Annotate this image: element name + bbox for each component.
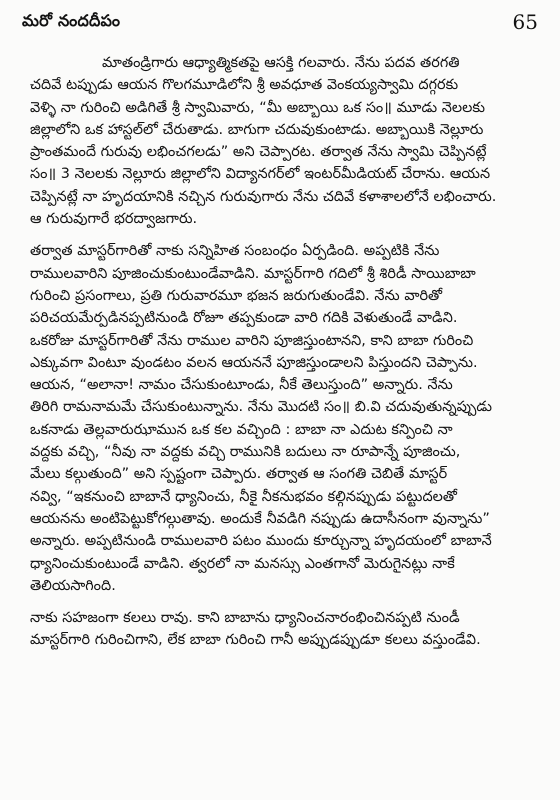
text-line: మాతండ్రిగారు ఆధ్యాత్మికతపై ఆసక్తి గలవారు. నేను పదవ తరగతి bbox=[102, 55, 460, 71]
text-line: పరిచయమేర్పడినప్పటినుండి రోజూ తప్పకుండా వారి గదికి వెళుతుండే వాడిని. bbox=[30, 310, 458, 327]
text-line: జిల్లాలోని ఒక హాస్టల్‌లో చేరుతాడు. బాగుగా చదువుకుంటాడు. అబ్బాయికి నెల్లూరు bbox=[30, 121, 484, 138]
text-line: తర్వాత మాస్టర్‌గారితో నాకు సన్నిహిత సంబంధం ఏర్పడింది. అప్పటికి నేను bbox=[30, 243, 440, 260]
text-line: ధ్యానించుకుంటుండే వాడిని. త్వరలో నా మనస్సు ఎంతగానో మెరుగైనట్లు నాకే bbox=[30, 555, 455, 572]
paragraph-1 bbox=[30, 52, 536, 230]
text-line: మాస్టర్‌గారి గురించిగాని, లేక బాబా గురించి గానీ అప్పుడప్పుడూ కలలు వస్తుండేవి. bbox=[30, 632, 481, 649]
paragraph-2 bbox=[30, 240, 536, 597]
text-line: తెలియసాగింది. bbox=[30, 577, 116, 594]
text-line: ఒకనాడు తెల్లవారుఝామున ఒక కల వచ్చింది : బాబా నా ఎదుట కన్పించి నా bbox=[30, 421, 453, 438]
text-line: వెళ్ళి నా గురించి అడిగితే శ్రీ స్వామివారు, “మీ అబ్బాయి ఒక సం॥ మూడు నెలలకు bbox=[30, 99, 485, 116]
text-line: ఆ గురువుగారే భరద్వాజగారు. bbox=[30, 211, 198, 228]
book-text bbox=[30, 52, 536, 784]
running-title: మరో నందదీపం bbox=[22, 11, 121, 30]
text-line: గురించి ప్రసంగాలు, ప్రతి గురువారమూ భజన జరుగుతుండేవి. నేను వారితో bbox=[30, 287, 443, 304]
text-line: నవ్వి, “ఇకనుంచి బాబానే ధ్యానించు, నీకై నీకనుభవం కల్గినప్పుడు పట్టుదలతో bbox=[30, 488, 458, 505]
text-line: ఆయనను అంటిపెట్టుకోగల్గుతావు. అందుకే నీవడిగి నప్పుడు ఉదాసీనంగా వున్నాను” bbox=[30, 510, 490, 527]
text-line: నాకు సహజంగా కలలు రావు. కాని బాబాను ధ్యానించనారంభించినప్పటి నుండీ bbox=[30, 610, 460, 627]
paragraph-3 bbox=[30, 607, 536, 652]
text-line: తిరిగి రామనామమే చేసుకుంటున్నాను. నేను మొదటి సం॥ బి.వి చదువుతున్నప్పుడు bbox=[30, 399, 493, 416]
text-line: వద్దకు వచ్చి, “నీవు నా వద్దకు వచ్చి రామునికి బదులు నా రూపాన్నే పూజించు, bbox=[30, 444, 461, 461]
text-line: అన్నారు. అప్పటినుండి రాములవారి పటం ముందు కూర్చున్నా హృదయంలో బాబానే bbox=[30, 533, 492, 550]
text-line: ప్రాంతమందే గురువు లభించగలడు” అని చెప్పారట. తర్వాత నేను స్వామి చెప్పినట్లే bbox=[30, 144, 487, 161]
text-line: సం॥ 3 నెలలకు నెల్లూరు జిల్లాలోని విద్యానగర్‌లో ఇంటర్‌మీడియట్ చేరాను. ఆయన bbox=[30, 166, 491, 183]
text-line: ఆయన, “అలానా! నామం చేసుకుంటూండు, నీకే తెలుస్తుంది” అన్నారు. నేను bbox=[30, 377, 453, 394]
text-line: రాములవారిని పూజించుకుంటుండేవాడిని. మాస్టర్‌గారి గదిలో శ్రీ శిరిడీ సాయిబాబా bbox=[30, 265, 476, 282]
text-line: ఎక్కువగా వింటూ వుండటం వలన ఆయననే పూజిస్తుండాలని పిస్తుందని చెప్పాను. bbox=[30, 354, 478, 371]
page-number: 65 bbox=[512, 10, 538, 34]
text-line: చదివే టప్పుడు ఆయన గొలగమూడిలోని శ్రీ అవధూత వెంకయ్యస్వామి దగ్గరకు bbox=[30, 77, 459, 94]
text-line: మేలు కల్గుతుంది” అని స్పష్టంగా చెప్పారు. తర్వాత ఆ సంగతి చెబితే మాస్టర్ bbox=[30, 466, 448, 483]
text-line: ఒకరోజు మాస్టర్‌గారితో నేను రాముల వారిని పూజిస్తుంటానని, కాని బాబా గురించి bbox=[30, 332, 474, 349]
page-header bbox=[22, 10, 538, 44]
text-line: చెప్పినట్లే నా హృదయానికి నచ్చిన గురువుగారు నేను చదివే కళాశాలలోనే లభించారు. bbox=[30, 188, 497, 205]
